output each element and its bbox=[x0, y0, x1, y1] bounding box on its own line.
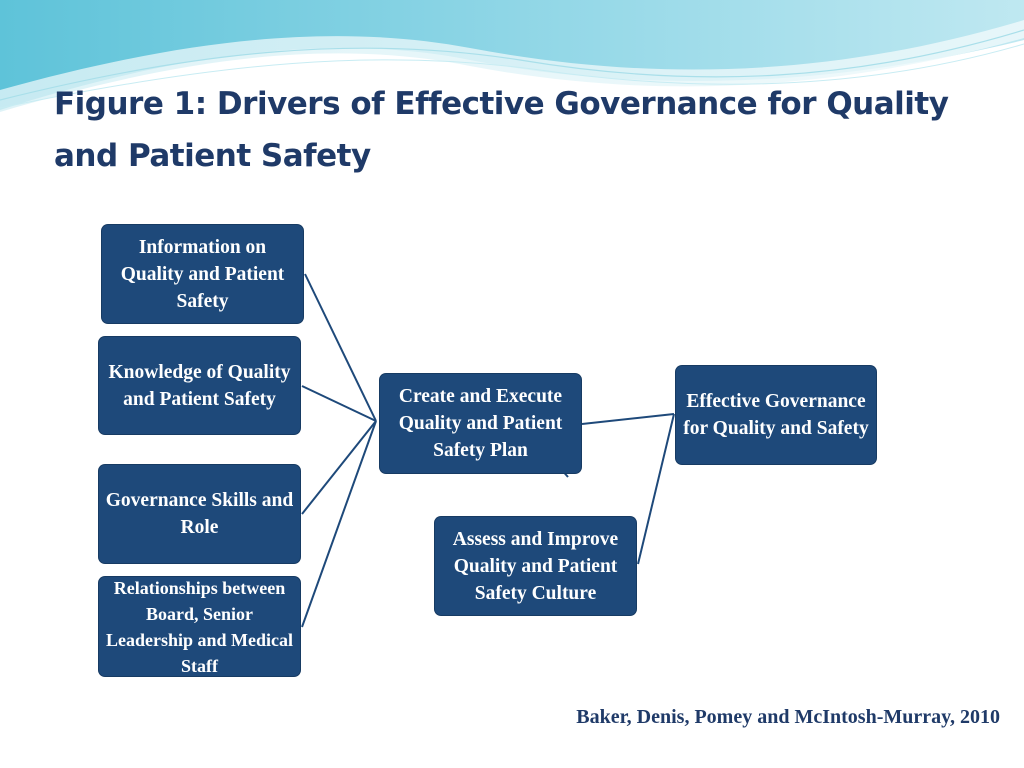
driver-label-information: Information on Quality and Patient Safety bbox=[120, 236, 285, 312]
driver-label-relationships: Relationships between Board, Senior Leadership and Medical Staff bbox=[105, 577, 293, 676]
driver-label-knowledge: Knowledge of Quality and Patient Safety bbox=[108, 361, 291, 410]
driver-box-knowledge bbox=[99, 337, 300, 434]
connector-knowledge-to-plan bbox=[302, 386, 376, 421]
plan-box bbox=[380, 374, 581, 473]
driver-label-governance-skills: Governance Skills and Role bbox=[105, 490, 294, 538]
connector-skills-to-plan bbox=[302, 421, 376, 514]
driver-box-governance-skills bbox=[99, 465, 300, 563]
outcome-label: Effective Governance for Quality and Safety bbox=[683, 391, 869, 439]
driver-box-relationships bbox=[99, 577, 300, 676]
slide-title: Figure 1: Drivers of Effective Governance for Quality and Patient Safety bbox=[54, 86, 949, 174]
connector-relationships-to-plan bbox=[302, 421, 376, 627]
culture-box bbox=[435, 517, 636, 615]
citation: Baker, Denis, Pomey and McIntosh-Murray, 2010 bbox=[576, 706, 1000, 728]
culture-label: Assess and Improve Quality and Patient Safety Culture bbox=[452, 528, 619, 604]
driver-box-information bbox=[102, 225, 303, 323]
outcome-box bbox=[676, 366, 876, 464]
connector-info-to-plan bbox=[305, 274, 376, 421]
connector-plan-to-outcome bbox=[582, 414, 674, 424]
plan-label: Create and Execute Quality and Patient Safety Plan bbox=[398, 386, 563, 461]
connector-culture-to-outcome bbox=[638, 414, 674, 564]
